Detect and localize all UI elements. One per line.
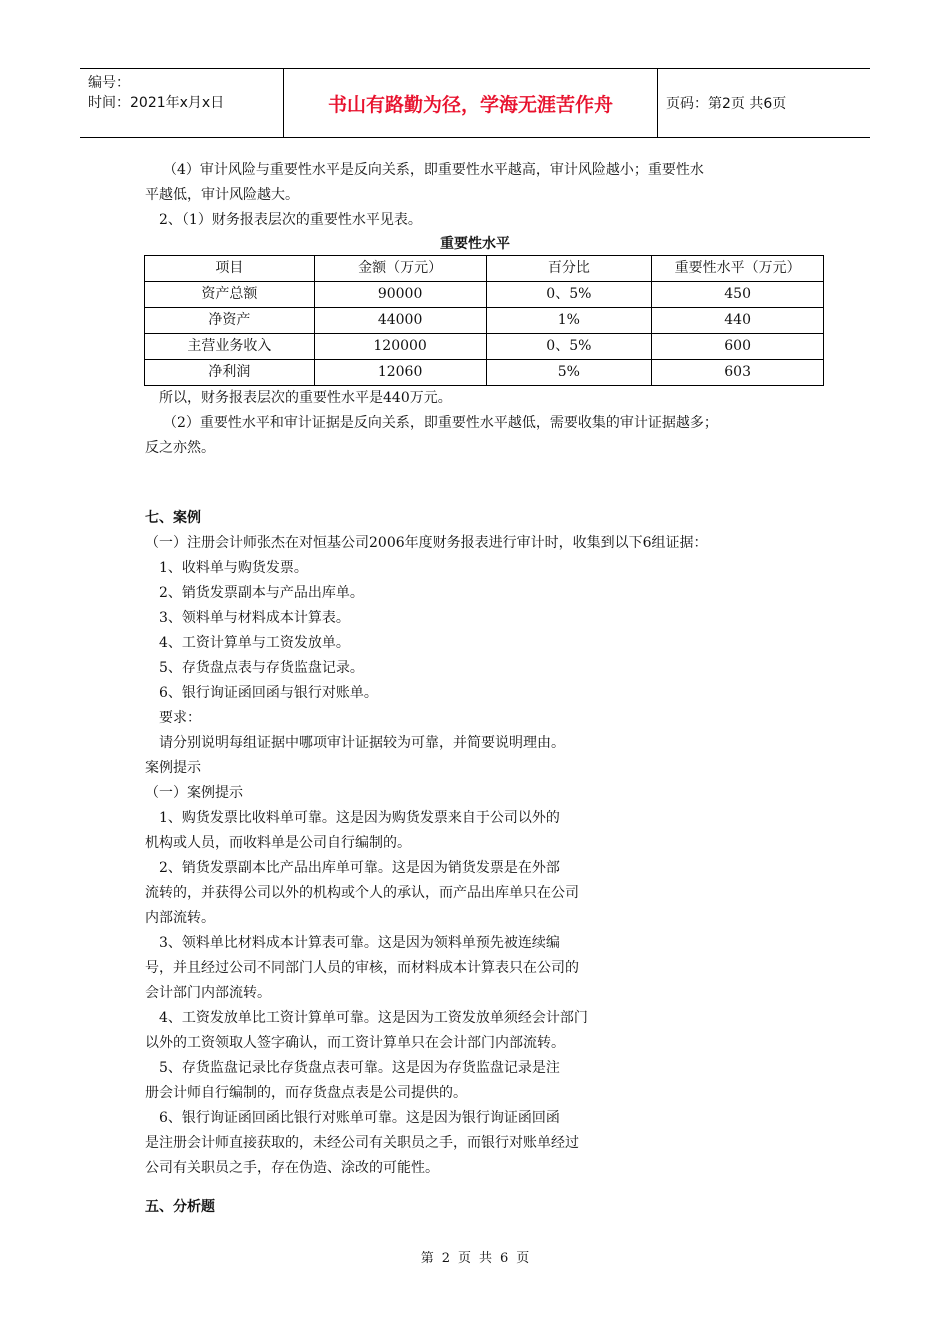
hint-line: 号，并且经过公司不同部门人员的审核，而材料成本计算表只在公司的 (145, 960, 579, 976)
footer-page-number: 2 (441, 1251, 450, 1266)
hint-line: 是注册会计师直接获取的，未经公司有关职员之手，而银行对账单经过 (145, 1135, 579, 1151)
hint-line: 内部流转。 (145, 910, 215, 926)
table-cell: 净资产 (145, 308, 315, 334)
paragraph: 2、（1）财务报表层次的重要性水平见表。 (159, 212, 422, 228)
table-cell: 0、5% (486, 334, 652, 360)
footer-total-pages: 6 (500, 1251, 509, 1266)
table-header-cell: 项目 (145, 256, 315, 282)
materiality-table (144, 255, 824, 386)
hint-line: 2、销货发票副本比产品出库单可靠。这是因为销货发票是在外部 (159, 860, 560, 876)
requirement-label: 要求： (159, 710, 201, 726)
table-cell: 450 (652, 282, 824, 308)
spacer (145, 461, 810, 506)
hint-line: 册会计师自行编制的，而存货盘点表是公司提供的。 (145, 1085, 467, 1101)
requirement-text: 请分别说明每组证据中哪项审计证据较为可靠，并简要说明理由。 (159, 735, 565, 751)
table-cell: 12060 (314, 360, 486, 386)
footer-text: 页 (516, 1251, 530, 1266)
hint-line: 4、工资发放单比工资计算单可靠。这是因为工资发放单须经会计部门 (159, 1010, 588, 1026)
footer-text: 页 (457, 1251, 471, 1266)
hint-line: 5、存货监盘记录比存货盘点表可靠。这是因为存货监盘记录是注 (159, 1060, 560, 1076)
header-number-label: 编号： (88, 75, 130, 91)
table-header-cell: 百分比 (486, 256, 652, 282)
hint-line: 公司有关职员之手，存在伪造、涂改的可能性。 (145, 1160, 439, 1176)
paragraph: （4）审计风险与重要性水平是反向关系，即重要性水平越高，审计风险越小；重要性水 (163, 162, 704, 178)
header-motto: 书山有路勤为径，学海无涯苦作舟 (327, 93, 613, 116)
section-title: 七、案例 (145, 510, 201, 526)
table-cell: 90000 (314, 282, 486, 308)
header-meta (88, 73, 278, 113)
table-cell: 5% (486, 360, 652, 386)
table-cell: 净利润 (145, 360, 315, 386)
document-body (145, 158, 810, 1220)
list-item: 2、销货发票副本与产品出库单。 (159, 585, 364, 601)
hint-line: 6、银行询证函回函比银行对账单可靠。这是因为银行询证函回函 (159, 1110, 560, 1126)
hint-subtitle: （一）案例提示 (145, 785, 243, 801)
list-item: 3、领料单与材料成本计算表。 (159, 610, 350, 626)
table-header-row (145, 256, 824, 282)
header-time-label: 时间：2021年x月x日 (88, 95, 225, 111)
spacer (145, 1181, 810, 1195)
table-cell: 1% (486, 308, 652, 334)
page-header (80, 68, 870, 138)
paragraph: 平越低，审计风险越大。 (145, 187, 299, 203)
hint-line: 3、领料单比材料成本计算表可靠。这是因为领料单预先被连续编 (159, 935, 560, 951)
table-cell: 600 (652, 334, 824, 360)
hint-line: 以外的工资领取人签字确认，而工资计算单只在会计部门内部流转。 (145, 1035, 565, 1051)
page-footer (0, 1247, 950, 1266)
table-header-cell: 金额（万元） (314, 256, 486, 282)
hint-line: 会计部门内部流转。 (145, 985, 271, 1001)
table-cell: 603 (652, 360, 824, 386)
table-cell: 440 (652, 308, 824, 334)
header-page-info: 页码：第2页 共6页 (666, 96, 787, 112)
section-title: 五、分析题 (145, 1199, 215, 1215)
table-title: 重要性水平 (440, 236, 510, 252)
paragraph: （2）重要性水平和审计证据是反向关系，即重要性水平越低，需要收集的审计证据越多； (163, 415, 718, 431)
table-header-cell: 重要性水平（万元） (652, 256, 824, 282)
header-divider (657, 69, 658, 137)
table-cell: 0、5% (486, 282, 652, 308)
footer-text: 第 (420, 1251, 434, 1266)
case-intro: （一）注册会计师张杰在对恒基公司2006年度财务报表进行审计时，收集到以下6组证据： (145, 535, 708, 551)
hint-line: 机构或人员，而收料单是公司自行编制的。 (145, 835, 411, 851)
list-item: 6、银行询证函回函与银行对账单。 (159, 685, 378, 701)
table-row (145, 282, 824, 308)
table-cell: 资产总额 (145, 282, 315, 308)
hint-line: 流转的，并获得公司以外的机构或个人的承认，而产品出库单只在公司 (145, 885, 579, 901)
table-row (145, 334, 824, 360)
footer-text: 共 (479, 1251, 493, 1266)
table-cell: 120000 (314, 334, 486, 360)
hint-line: 1、购货发票比收料单可靠。这是因为购货发票来自于公司以外的 (159, 810, 560, 826)
hint-title: 案例提示 (145, 760, 201, 776)
list-item: 1、收料单与购货发票。 (159, 560, 308, 576)
table-cell: 44000 (314, 308, 486, 334)
table-cell: 主营业务收入 (145, 334, 315, 360)
table-row (145, 360, 824, 386)
list-item: 4、工资计算单与工资发放单。 (159, 635, 350, 651)
paragraph: 所以，财务报表层次的重要性水平是440万元。 (159, 390, 452, 406)
paragraph: 反之亦然。 (145, 440, 215, 456)
table-row (145, 308, 824, 334)
list-item: 5、存货盘点表与存货监盘记录。 (159, 660, 364, 676)
